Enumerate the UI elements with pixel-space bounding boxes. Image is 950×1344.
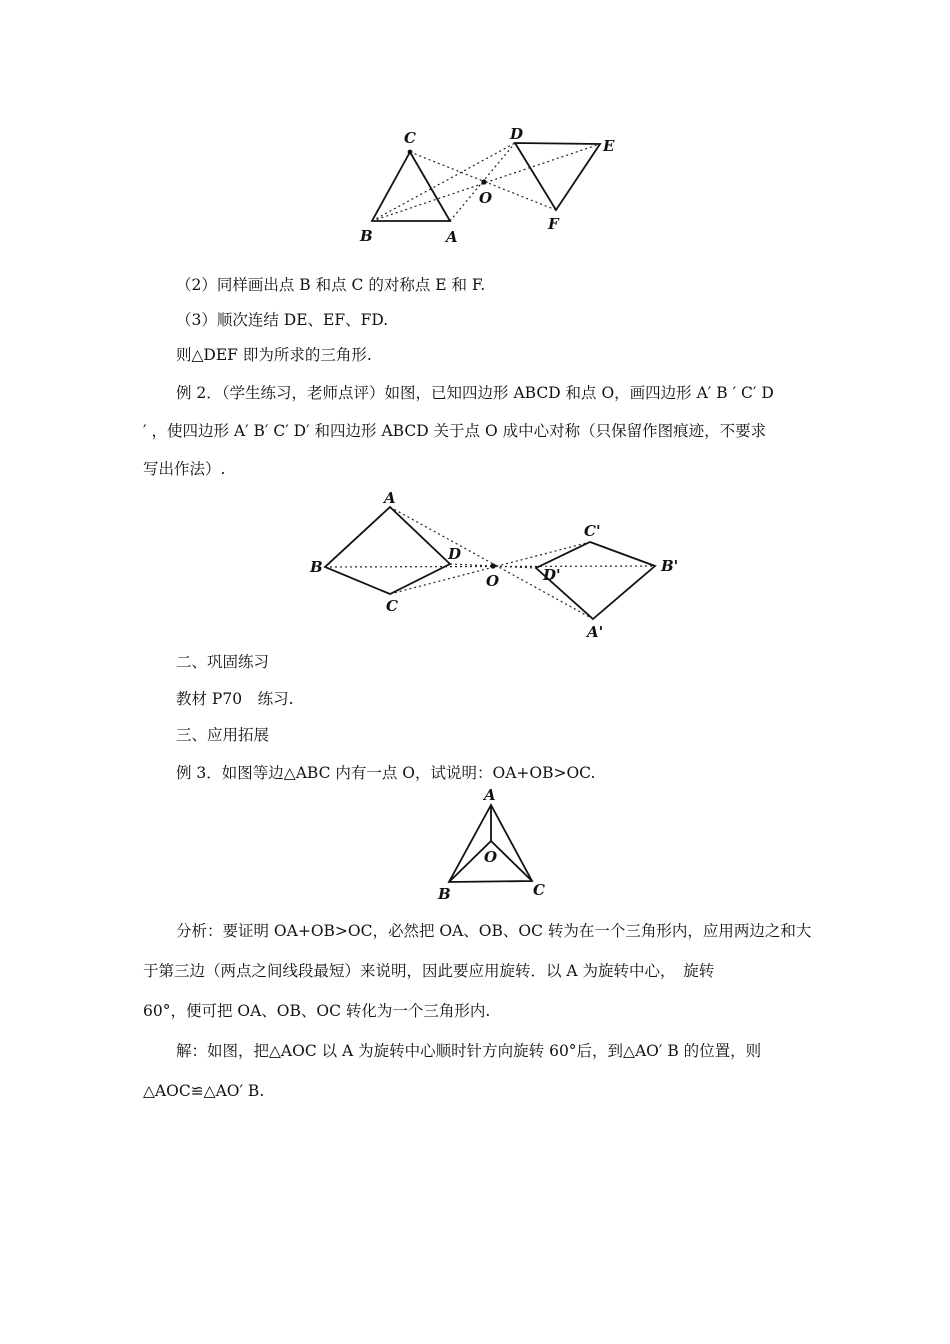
label-c: C [533, 881, 545, 899]
step-2-text: （2）同样画出点 B 和点 C 的对称点 E 和 F. [176, 276, 486, 294]
example-3-text: 例 3．如图等边△ABC 内有一点 O，试说明：OA+OB>OC. [176, 764, 596, 782]
quadrilateral-abcd [325, 507, 450, 594]
label-o: O [479, 189, 493, 207]
label-a: A [484, 786, 496, 804]
label-a-prime: A' [587, 623, 604, 641]
conclusion-text: 则△DEF 即为所求的三角形. [176, 346, 372, 364]
segment-aa-prime [390, 507, 593, 619]
label-b: B [438, 885, 451, 903]
segment-co [491, 841, 532, 881]
label-a: A [384, 489, 396, 507]
label-d: D [510, 125, 524, 143]
section-two-heading: 二、巩固练习 [176, 653, 270, 671]
label-b: B [310, 558, 323, 576]
analysis-line-2: 于第三边（两点之间线段最短）来说明，因此要应用旋转．以 A 为旋转中心， 旋转 [143, 962, 715, 980]
step-3-text: （3）顺次连结 DE、EF、FD. [176, 311, 389, 329]
triangle-abc [372, 152, 450, 221]
example-2-line-3: 写出作法）. [143, 460, 226, 478]
example-2-line-1: 例 2．（学生练习，老师点评）如图，已知四边形 ABCD 和点 O，画四边形 A′ B ′ C′ D [176, 384, 774, 402]
exercise-text: 教材 P70 练习. [176, 690, 294, 708]
label-e: E [603, 137, 615, 155]
solution-line-2: △AOC≌△AO′ B. [143, 1082, 265, 1100]
point-o [481, 179, 486, 184]
label-d: D [448, 545, 462, 563]
label-o: O [486, 572, 500, 590]
section-three-heading: 三、应用拓展 [176, 726, 270, 744]
label-a: A [446, 228, 458, 246]
label-c-prime: C' [584, 522, 601, 540]
label-c: C [404, 129, 416, 147]
label-d-prime: D' [543, 566, 561, 584]
point-o-center [490, 563, 495, 568]
analysis-line-3: 60°，便可把 OA、OB、OC 转化为一个三角形内. [143, 1002, 491, 1020]
figure-central-symmetric-quadrilaterals [0, 490, 950, 650]
label-f: F [548, 215, 559, 233]
analysis-line-1: 分析：要证明 OA+OB>OC，必然把 OA、OB、OC 转为在一个三角形内，应用两边之和大 [176, 922, 812, 940]
label-c: C [386, 597, 398, 615]
label-o: O [484, 848, 498, 866]
label-b: B [360, 227, 373, 245]
solution-line-1: 解：如图，把△AOC 以 A 为旋转中心顺时针方向旋转 60°后，到△AO′ B 的位置，则 [176, 1042, 762, 1060]
label-b-prime: B' [661, 557, 679, 575]
triangle-def [515, 143, 600, 210]
figure-equilateral-triangle-with-point-o [0, 785, 950, 905]
point-c [408, 150, 413, 155]
example-2-line-2: ′ ，使四边形 A′ B′ C′ D′ 和四边形 ABCD 关于点 O 成中心对称（只保留作图痕迹，不要求 [143, 422, 767, 440]
figure-central-symmetric-triangles [0, 120, 950, 380]
